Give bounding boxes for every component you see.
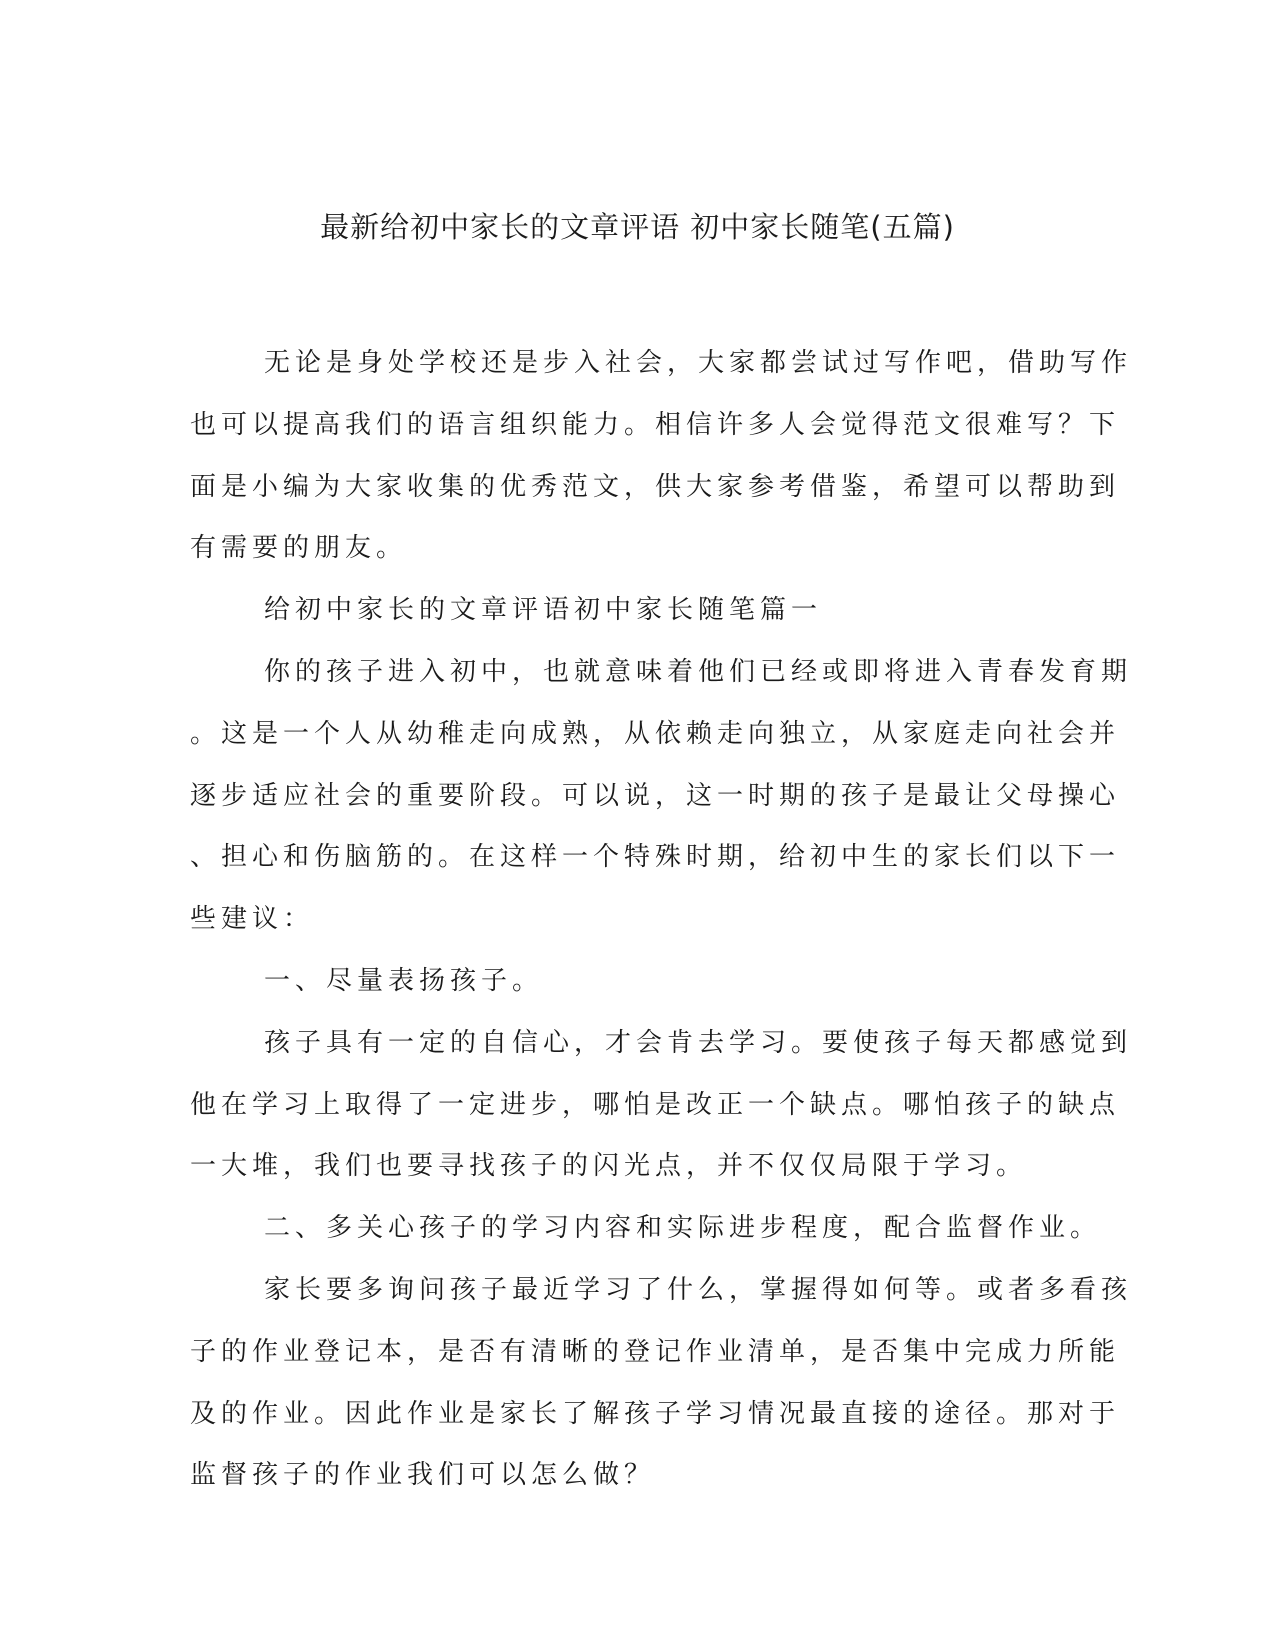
paragraph-line: 监督孩子的作业我们可以怎么做？ — [190, 1460, 656, 1491]
paragraph-line: 孩子具有一定的自信心，才会肯去学习。要使孩子每天都感觉到 — [264, 1027, 1133, 1058]
point-heading: 二、多关心孩子的学习内容和实际进步程度，配合监督作业。 — [264, 1213, 1102, 1244]
paragraph-line: 无论是身处学校还是步入社会，大家都尝试过写作吧，借助写作 — [264, 348, 1133, 378]
paragraph-line: 及的作业。因此作业是家长了解孩子学习情况最直接的途径。那对于 — [190, 1398, 1121, 1429]
paragraph-line: 他在学习上取得了一定进步，哪怕是改正一个缺点。哪怕孩子的缺点 — [190, 1089, 1121, 1120]
paragraph-line: 你的孩子进入初中，也就意味着他们已经或即将进入青春发育期 — [264, 656, 1133, 687]
document-title: 最新给初中家长的文章评语 初中家长随笔(五篇) — [320, 210, 955, 244]
paragraph-line: 有需要的朋友。 — [190, 533, 408, 564]
paragraph-line: 子的作业登记本，是否有清晰的登记作业清单，是否集中完成力所能 — [190, 1336, 1121, 1367]
section-heading: 给初中家长的文章评语初中家长随笔篇一 — [264, 595, 823, 626]
paragraph-line: 一大堆，我们也要寻找孩子的闪光点，并不仅仅局限于学习。 — [190, 1151, 1028, 1182]
document-body — [190, 333, 1133, 1507]
paragraph-line: 、担心和伤脑筋的。在这样一个特殊时期，给初中生的家长们以下一 — [190, 842, 1121, 873]
paragraph-line: 些建议： — [190, 904, 315, 935]
point-heading: 一、尽量表扬孩子。 — [264, 965, 544, 996]
paragraph-line: 逐步适应社会的重要阶段。可以说，这一时期的孩子是最让父母操心 — [190, 780, 1121, 811]
paragraph-line: 面是小编为大家收集的优秀范文，供大家参考借鉴，希望可以帮助到 — [190, 471, 1121, 502]
paragraph-line: 也可以提高我们的语言组织能力。相信许多人会觉得范文很难写？下 — [190, 409, 1121, 440]
paragraph-line: 家长要多询问孩子最近学习了什么，掌握得如何等。或者多看孩 — [264, 1274, 1133, 1305]
paragraph-line: 。这是一个人从幼稚走向成熟，从依赖走向独立，从家庭走向社会并 — [190, 718, 1121, 749]
